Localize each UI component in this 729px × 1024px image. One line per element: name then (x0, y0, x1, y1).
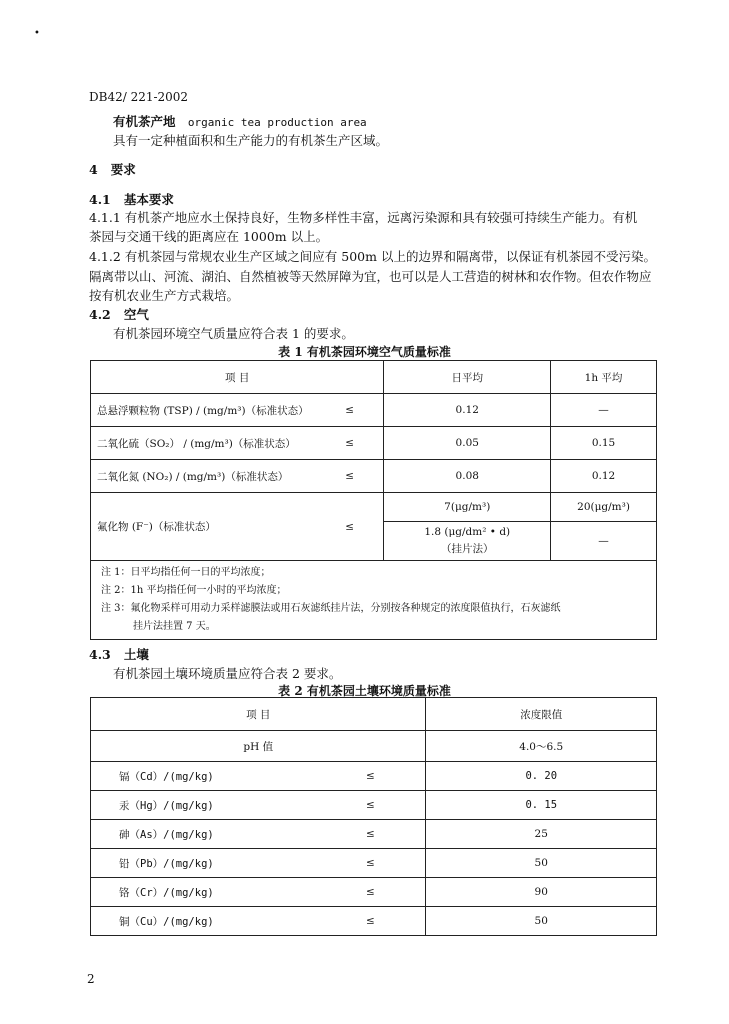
section-number: 4.2 (89, 307, 111, 322)
section-title: 土壤 (123, 647, 149, 662)
table-row (91, 427, 657, 460)
row-item: pH 值 (91, 731, 426, 762)
table-notes-row (91, 561, 657, 640)
row-limit: 0. 20 (426, 762, 657, 791)
row-operator: ≤ (316, 460, 384, 493)
row-item: 二氧化硫（SO₂） / (mg/m³)（标准状态） (91, 427, 317, 460)
row-item: 铜（Cu）/(mg/kg) (91, 907, 316, 936)
row-item: 镉（Cd）/(mg/kg) (91, 762, 316, 791)
row-operator: ≤ (315, 849, 426, 878)
fluoride-daily-method: （挂片法） (440, 543, 494, 555)
section-number: 4.3 (89, 647, 111, 662)
definition-text: 具有一定种植面积和生产能力的有机茶生产区域。 (113, 133, 389, 148)
row-daily: 7(μg/m³) (384, 493, 551, 522)
row-item: 铅（Pb）/(mg/kg) (91, 849, 316, 878)
row-item: 砷（As）/(mg/kg) (91, 820, 316, 849)
table-row (91, 394, 657, 427)
table-2-caption: 表 2 有机茶园土壤环境质量标准 (278, 684, 451, 698)
table-row (91, 762, 657, 791)
row-operator: ≤ (316, 427, 384, 460)
row-item: 铬（Cr）/(mg/kg) (91, 878, 316, 907)
clause-4-1-1-line1: 4.1.1 有机茶产地应水土保持良好，生物多样性丰富，远离污染源和具有较强可持续生产能力。有机 (89, 210, 638, 225)
row-item: 氟化物 (F⁻)（标准状态） (91, 493, 317, 561)
row-limit: 25 (426, 820, 657, 849)
row-item: 总悬浮颗粒物 (TSP) / (mg/m³)（标准状态） (91, 394, 317, 427)
term-en: organic tea production area (187, 116, 367, 129)
section-4-2-intro: 有机茶园环境空气质量应符合表 1 的要求。 (113, 326, 354, 341)
document-code-header: DB42/ 221-2002 (89, 90, 189, 104)
soil-quality-table (90, 697, 657, 936)
table-row (91, 907, 657, 936)
note-1: 注 1：日平均指任何一日的平均浓度； (101, 567, 271, 578)
header-limit: 浓度限值 (426, 698, 657, 731)
section-number: 4.1 (89, 192, 111, 207)
row-limit: 50 (426, 849, 657, 878)
table-row (91, 460, 657, 493)
row-operator: ≤ (316, 493, 384, 561)
section-4-1-heading (89, 190, 174, 208)
row-operator: ≤ (315, 907, 426, 936)
table-notes (91, 561, 657, 640)
header-item: 项 目 (91, 361, 384, 394)
row-daily: 0.12 (384, 394, 551, 427)
row-limit: 90 (426, 878, 657, 907)
row-limit: 0. 15 (426, 791, 657, 820)
row-limit: 50 (426, 907, 657, 936)
table-row (91, 878, 657, 907)
clause-4-1-1-line2: 茶园与交通干线的距离应在 1000m 以上。 (89, 229, 329, 244)
row-limit: 4.0～6.5 (426, 731, 657, 762)
section-4-2-heading (89, 305, 149, 323)
row-operator: ≤ (316, 394, 384, 427)
row-hourly: 0.12 (551, 460, 657, 493)
row-operator: ≤ (315, 820, 426, 849)
term-cn: 有机茶产地 (113, 114, 176, 129)
table-header-row (91, 361, 657, 394)
row-item: 二氧化氮 (NO₂) / (mg/m³)（标准状态） (91, 460, 317, 493)
row-hourly: — (551, 394, 657, 427)
clause-4-1-2-line3: 按有机农业生产方式栽培。 (89, 288, 240, 303)
row-daily (384, 522, 551, 561)
row-daily: 0.05 (384, 427, 551, 460)
header-hourly: 1h 平均 (551, 361, 657, 394)
row-hourly: 20(μg/m³) (551, 493, 657, 522)
section-title: 空气 (123, 307, 149, 322)
table-row (91, 820, 657, 849)
note-3: 注 3：氟化物采样可用动力采样滤膜法或用石灰滤纸挂片法，分别按各种规定的浓度限值执行，石灰滤纸 (101, 603, 561, 614)
row-item: 汞（Hg）/(mg/kg) (91, 791, 316, 820)
table-row-fluoride (91, 493, 657, 522)
page-number: 2 (87, 972, 95, 986)
note-3-continued: 挂片法挂置 7 天。 (133, 621, 216, 632)
section-4-3-intro: 有机茶园土壤环境质量应符合表 2 要求。 (113, 666, 342, 681)
row-operator: ≤ (315, 762, 426, 791)
section-number: 4 (89, 162, 98, 177)
air-quality-table (90, 360, 657, 640)
fluoride-daily-value: 1.8 (μg/dm² • d) (424, 526, 511, 538)
table-header-row (91, 698, 657, 731)
table-row (91, 791, 657, 820)
section-4-heading (89, 160, 136, 178)
note-2: 注 2：1h 平均指任何一小时的平均浓度； (101, 585, 287, 596)
section-title: 基本要求 (123, 192, 174, 207)
table-row (91, 849, 657, 878)
section-title: 要求 (110, 162, 136, 177)
page-mark: • (34, 28, 40, 39)
row-operator: ≤ (315, 791, 426, 820)
section-4-3-heading (89, 645, 149, 663)
row-hourly: — (551, 522, 657, 561)
table-row-ph (91, 731, 657, 762)
row-daily: 0.08 (384, 460, 551, 493)
clause-4-1-2-line2: 隔离带以山、河流、湖泊、自然植被等天然屏障为宜，也可以是人工营造的树林和农作物。但农作物应 (89, 269, 652, 284)
table-1-caption: 表 1 有机茶园环境空气质量标准 (278, 345, 451, 359)
row-operator: ≤ (315, 878, 426, 907)
row-hourly: 0.15 (551, 427, 657, 460)
header-item: 项 目 (91, 698, 426, 731)
definition-term (113, 112, 367, 130)
clause-4-1-2-line1: 4.1.2 有机茶园与常规农业生产区域之间应有 500m 以上的边界和隔离带，以保证有机茶园不受污染。 (89, 249, 656, 264)
header-daily: 日平均 (384, 361, 551, 394)
